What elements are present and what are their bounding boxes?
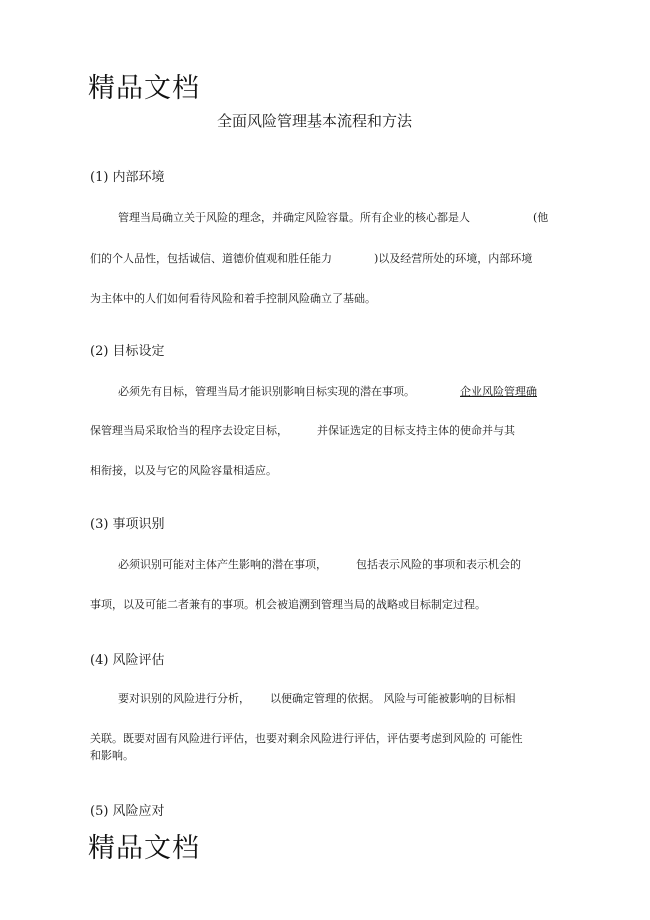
paragraph-line: 要对识别的风险进行分析，: [118, 692, 250, 705]
paragraph-line: 以便确定管理的依据。 风险与可能被影响的目标相: [270, 692, 516, 705]
section-heading-objective-setting: (2) 目标设定: [90, 344, 165, 359]
paragraph-line: 们的个人品性，包括诚信、道德价值观和胜任能力: [90, 252, 332, 265]
paragraph-line: 必须识别可能对主体产生影响的潜在事项，: [118, 558, 327, 571]
section-heading-risk-response: (5) 风险应对: [90, 804, 165, 819]
section-heading-internal-environment: (1) 内部环境: [90, 170, 165, 185]
paragraph-line-underlined: 企业风险管理确: [460, 385, 537, 398]
paragraph-line: 必须先有目标，管理当局才能识别影响目标实现的潜在事项。: [118, 385, 415, 398]
paragraph-line: )以及经营所处的环境，内部环境: [374, 252, 533, 265]
paragraph-line: 管理当局确立关于风险的理念，并确定风险容量。所有企业的核心都是人: [118, 211, 470, 224]
paragraph-line: 和影响。: [90, 749, 134, 762]
paragraph-line: 相衔接，以及与它的风险容量相适应。: [90, 464, 277, 477]
paragraph-line: 包括表示风险的事项和表示机会的: [356, 558, 521, 571]
paragraph-line: 并保证选定的目标支持主体的使命并与其: [317, 424, 515, 437]
paragraph-line: 保管理当局采取恰当的程序去设定目标，: [90, 424, 288, 437]
paragraph-line: 关联。既要对固有风险进行评估，也要对剩余风险进行评估，评估要考虑到风险的 可能性: [90, 732, 523, 745]
section-heading-event-identification: (3) 事项识别: [90, 517, 165, 532]
watermark-bottom: 精品文档: [88, 833, 200, 864]
paragraph-line: (他: [533, 211, 549, 224]
paragraph-line: 事项，以及可能二者兼有的事项。机会被追溯到管理当局的战略或目标制定过程。: [90, 598, 486, 611]
paragraph-line: 为主体中的人们如何看待风险和着手控制风险确立了基础。: [90, 292, 376, 305]
section-heading-risk-assessment: (4) 风险评估: [90, 653, 165, 668]
document-title: 全面风险管理基本流程和方法: [217, 112, 413, 130]
watermark-top: 精品文档: [88, 73, 200, 104]
